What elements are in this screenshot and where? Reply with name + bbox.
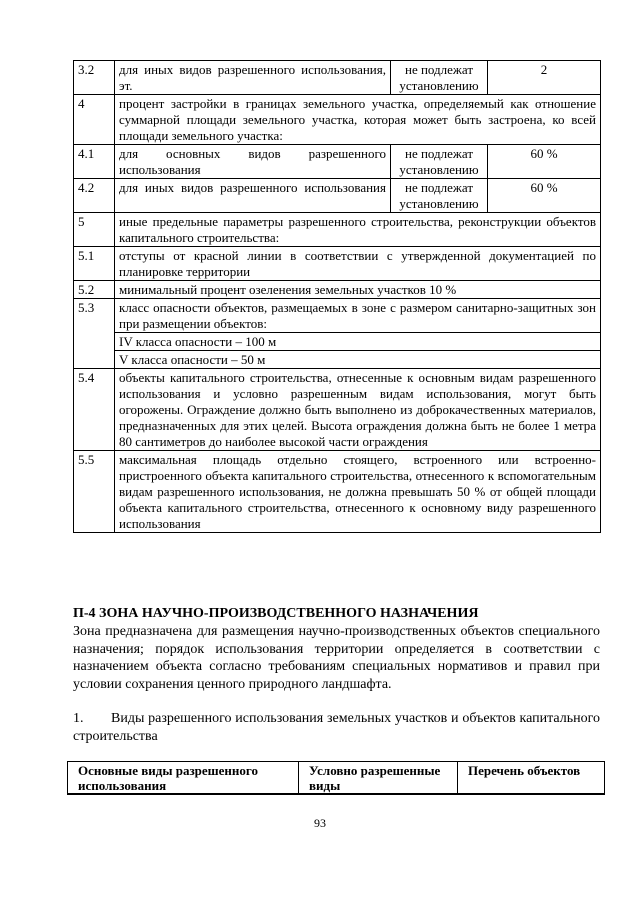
row-value-cell: 60 %	[488, 145, 601, 179]
permitted-uses-table	[67, 761, 605, 795]
row-text: отступы от красной линии в соответствии с утвержденной документацией по планировке территории	[115, 247, 601, 281]
numbered-paragraph	[73, 710, 600, 745]
row-number: 4	[74, 95, 115, 145]
row-value-cell: не подлежат установлению	[391, 61, 488, 95]
column-header: Условно разрешенные виды	[299, 762, 458, 795]
row-number: 5.5	[74, 451, 115, 533]
table-row	[74, 247, 601, 281]
row-subitem: IV класса опасности – 100 м	[115, 333, 601, 351]
parameters-table	[73, 60, 601, 533]
table-row	[74, 213, 601, 247]
row-subitem: V класса опасности – 50 м	[115, 351, 601, 369]
page-number: 93	[314, 816, 326, 830]
row-number: 5	[74, 213, 115, 247]
row-number: 5.3	[74, 299, 115, 369]
column-header: Перечень объектов	[458, 762, 605, 795]
row-number: 4.2	[74, 179, 115, 213]
table-row	[74, 145, 601, 179]
row-value-cell: 60 %	[488, 179, 601, 213]
row-value-cell: не подлежат установлению	[391, 179, 488, 213]
table-row	[74, 179, 601, 213]
row-text: процент застройки в границах земельного участка, определяемый как отношение суммарной площади земельного участка, которая может быть застроена, ко всей площади земельного участка:	[115, 95, 601, 145]
row-number: 5.4	[74, 369, 115, 451]
row-text: иные предельные параметры разрешенного строительства, реконструкции объектов капитального строительства:	[115, 213, 601, 247]
row-text: для иных видов разрешенного использования	[115, 179, 391, 213]
row-number: 3.2	[74, 61, 115, 95]
table-row	[74, 351, 601, 369]
table-header-row	[68, 762, 605, 795]
column-header: Основные виды разрешенного использования	[68, 762, 299, 795]
row-text: для основных видов разрешенного использования	[115, 145, 391, 179]
table-row	[74, 333, 601, 351]
section-title: П-4 ЗОНА НАУЧНО-ПРОИЗВОДСТВЕННОГО НАЗНАЧЕНИЯ	[73, 606, 479, 621]
table-row	[74, 299, 601, 333]
row-number: 4.1	[74, 145, 115, 179]
table-row	[74, 451, 601, 533]
table-row	[74, 369, 601, 451]
row-number: 5.1	[74, 247, 115, 281]
row-text: объекты капитального строительства, отнесенные к основным видам разрешенного использования и условно разрешенным видам использования, могут быть огорожены. Ограждение должно быть выполнено из доброкачественных материалов, предназначенных для этих целей. Высота ограждения должна быть не более 1 метра 80 сантиметров до наиболее высокой части ограждения	[115, 369, 601, 451]
row-value-cell: 2	[488, 61, 601, 95]
row-text: минимальный процент озеленения земельных участков 10 %	[115, 281, 601, 299]
row-text: максимальная площадь отдельно стоящего, встроенного или встроенно-пристроенного объекта капитального строительства, отнесенного к вспомогательным видам разрешенного использования, не должна превышать 50 % от общей площади объекта капитального строительства, отнесенного к основному виду разрешенного использования	[115, 451, 601, 533]
row-text: класс опасности объектов, размещаемых в зоне с размером санитарно-защитных зон при размещении объектов:	[115, 299, 601, 333]
row-value-cell: не подлежат установлению	[391, 145, 488, 179]
table-row	[74, 61, 601, 95]
row-number: 5.2	[74, 281, 115, 299]
table-row	[74, 281, 601, 299]
table-row	[74, 95, 601, 145]
paragraph-text: Виды разрешенного использования земельных участков и объектов капитального строительства	[73, 711, 600, 744]
paragraph-number: 1.	[73, 711, 84, 726]
section-intro: Зона предназначена для размещения научно-производственных объектов специального назначения; порядок использования территории определяется в соответствии с назначением объекта согласно требованиям специальных нормативов и правил при условии сохранения ценного природного ландшафта.	[73, 624, 600, 692]
row-text: для иных видов разрешенного использования, эт.	[115, 61, 391, 95]
